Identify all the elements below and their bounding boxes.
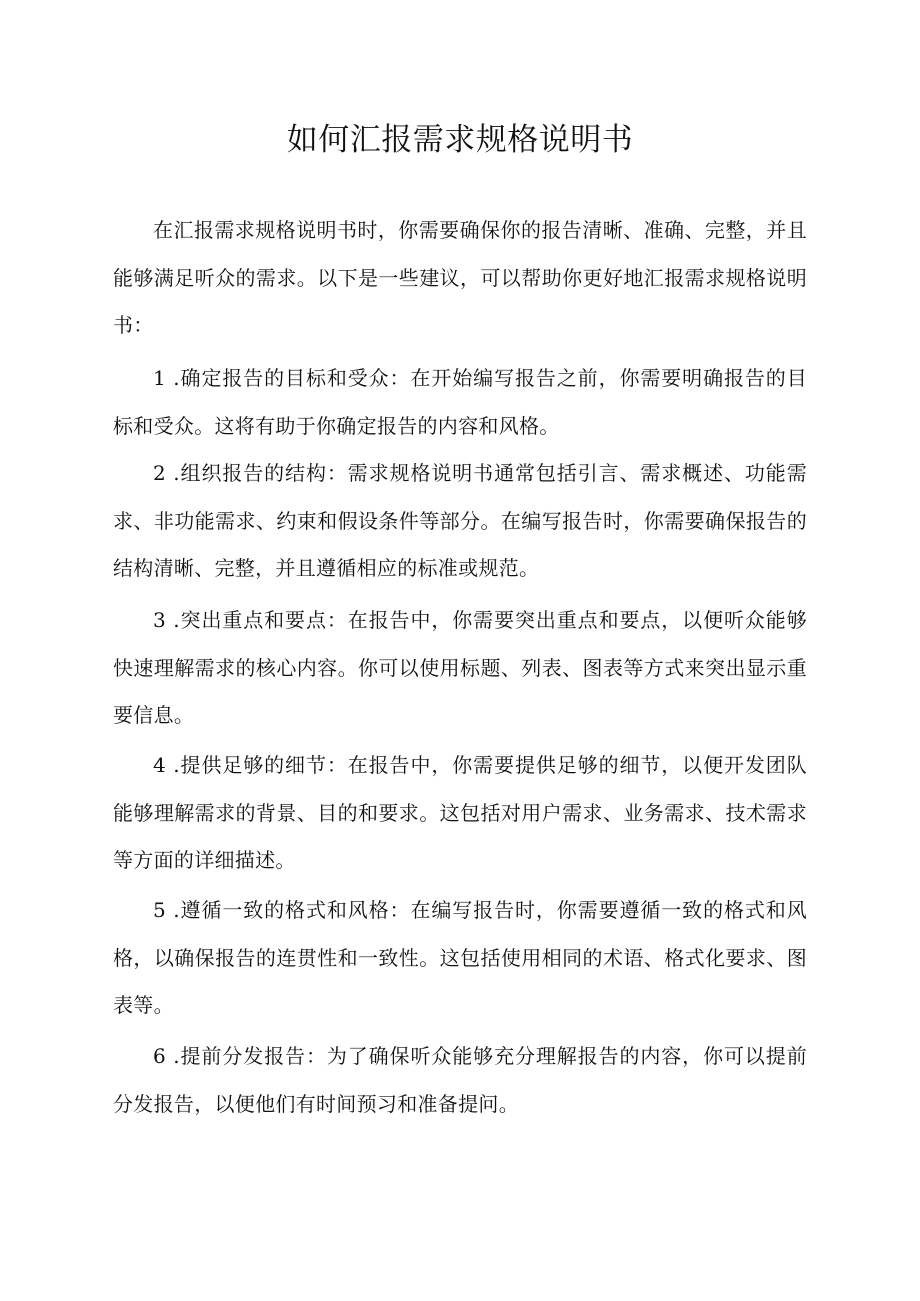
tip-paragraph-4: 4 .提供足够的细节：在报告中，你需要提供足够的细节，以便开发团队能够理解需求的背景、目的和要求。这包括对用户需求、业务需求、技术需求等方面的详细描述。 [113,753,807,872]
tip-paragraph-6: 6 .提前分发报告：为了确保听众能够充分理解报告的内容，你可以提前分发报告，以便他们有时间预习和准备提问。 [113,1044,807,1116]
tip-paragraph-1: 1 .确定报告的目标和受众：在开始编写报告之前，你需要明确报告的目标和受众。这将有助于你确定报告的内容和风格。 [113,366,807,438]
document-title: 如何汇报需求规格说明书 [286,122,634,158]
tip-paragraph-5: 5 .遵循一致的格式和风格：在编写报告时，你需要遵循一致的格式和风格，以确保报告的连贯性和一致性。这包括使用相同的术语、格式化要求、图表等。 [113,898,807,1017]
intro-paragraph: 在汇报需求规格说明书时，你需要确保你的报告清晰、准确、完整，并且能够满足听众的需求。以下是一些建议，可以帮助你更好地汇报需求规格说明书： [113,218,807,337]
tip-paragraph-2: 2 .组织报告的结构：需求规格说明书通常包括引言、需求概述、功能需求、非功能需求、约束和假设条件等部分。在编写报告时，你需要确保报告的结构清晰、完整，并且遵循相应的标准或规范。 [113,461,807,580]
tip-paragraph-3: 3 .突出重点和要点：在报告中，你需要突出重点和要点，以便听众能够快速理解需求的核心内容。你可以使用标题、列表、图表等方式来突出显示重要信息。 [113,608,807,727]
